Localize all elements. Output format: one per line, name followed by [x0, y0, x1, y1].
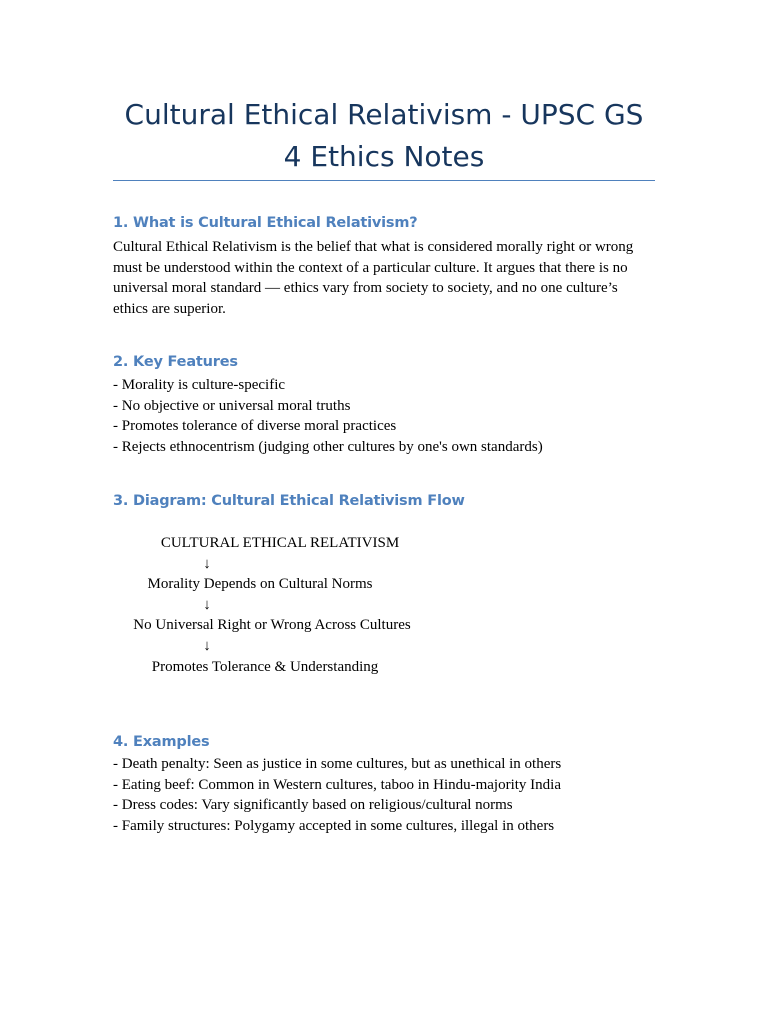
section-3-heading: 3. Diagram: Cultural Ethical Relativism Flow: [113, 493, 465, 509]
list-item: - Promotes tolerance of diverse moral practices: [113, 418, 397, 434]
section-4-heading: 4. Examples: [113, 734, 210, 750]
flow-step-2: Morality Depends on Cultural Norms: [147, 576, 373, 593]
down-arrow-icon: ↓: [203, 637, 211, 654]
list-item: - Rejects ethnocentrism (judging other cultures by one's own standards): [113, 438, 543, 455]
flow-step-1: CULTURAL ETHICAL RELATIVISM: [160, 535, 400, 551]
list-item: - Morality is culture-specific: [113, 377, 286, 393]
key-features-list: [113, 375, 543, 457]
down-arrow-icon: ↓: [203, 596, 211, 613]
list-item: - Family structures: Polygamy accepted in some cultures, illegal in others: [113, 817, 555, 834]
relativism-flow-diagram: [113, 533, 423, 677]
flow-step-4: Promotes Tolerance & Understanding: [151, 658, 379, 675]
section-1-body: Cultural Ethical Relativism is the belief that what is considered morally right or wrong must be understood within the context of a particular culture. It argues that there is no universal moral standard — ethics vary from society to society, and no one culture’s ethics are superior.: [113, 239, 634, 317]
examples-list: [113, 754, 561, 836]
document-title: Cultural Ethical Relativism - UPSC GS 4 Ethics Notes: [124, 98, 644, 173]
section-2-heading: 2. Key Features: [113, 354, 238, 370]
title-underline-rule: [113, 180, 655, 181]
section-1-heading: 1. What is Cultural Ethical Relativism?: [113, 215, 418, 231]
list-item: - Dress codes: Vary significantly based on religious/cultural norms: [113, 797, 513, 813]
list-item: - Eating beef: Common in Western cultures, taboo in Hindu-majority India: [113, 776, 562, 793]
flow-step-3: No Universal Right or Wrong Across Cultures: [133, 617, 411, 634]
list-item: - Death penalty: Seen as justice in some cultures, but as unethical in others: [113, 756, 562, 772]
list-item: - No objective or universal moral truths: [113, 397, 351, 414]
down-arrow-icon: ↓: [203, 555, 211, 572]
